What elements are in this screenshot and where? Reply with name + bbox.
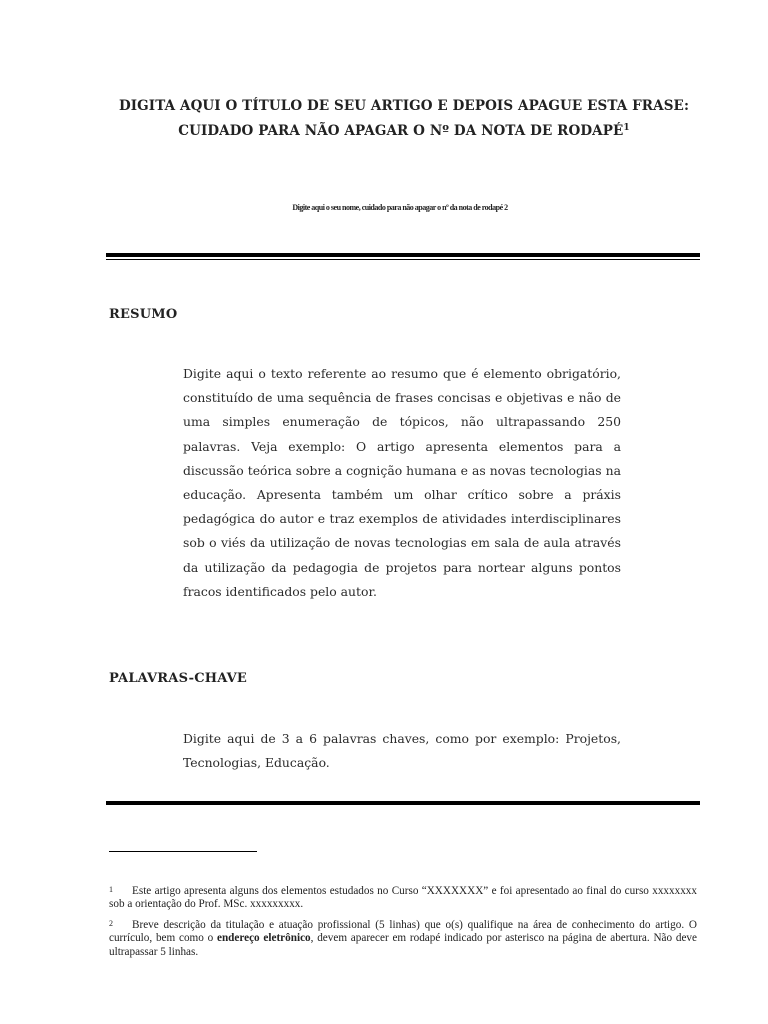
footnote-2-text-after: , devem aparecer em rodapé indicado por asterisco na página de abertura. Não deve ultrapassar 5 linhas. xyxy=(109,932,697,958)
title-footnote-ref: 1 xyxy=(623,123,630,133)
resumo-text: Digite aqui o texto referente ao resumo que é elemento obrigatório, constituído de uma sequência de frases concisas e objetivas e não de uma simples enumeração de tópicos, não ultrapassando 250 palavras. Veja exemplo: O artigo apresenta elementos para a discussão teórica sobre a cognição humana e as novas tecnologias na educação. Apresenta também um olhar crítico sobre a práxis pedagógica do autor e traz exemplos de atividades interdisciplinares sob o viés da utilização de novas tecnologias em sala de aula através da utilização da pedagogia de projetos para nortear alguns pontos fracos identificados pelo autor. xyxy=(183,366,621,599)
bottom-divider xyxy=(106,801,700,805)
footnote-2-text xyxy=(109,919,697,959)
title-line-2-text: CUIDADO PARA NÃO APAGAR O Nº DA NOTA DE RODAPÉ xyxy=(178,123,624,139)
title-line-1: DIGITA AQUI O TÍTULO DE SEU ARTIGO E DEPOIS APAGUE ESTA FRASE: xyxy=(118,98,690,114)
palavras-chave-heading: PALAVRAS-CHAVE xyxy=(109,671,247,686)
footnote-2-number: 2 xyxy=(109,919,113,928)
footnote-1-number: 1 xyxy=(109,885,113,894)
footnote-2-text-bold: endereço eletrônico xyxy=(216,932,311,945)
title-line-2 xyxy=(100,119,708,144)
footnote-1-text: Este artigo apresenta alguns dos elementos estudados no Curso “XXXXXXX” e foi apresentado ao final do curso xxxxxxxx sob a orientação do Prof. MSc. xxxxxxxxx. xyxy=(109,885,697,911)
author-name: Digite aqui o seu nome, cuidado para não apagar o nº da nota de rodapé 2 xyxy=(292,203,508,212)
footnote-2-text-before: Breve descrição da titulação e atuação profissional (5 linhas) que o(s) qualifique na área de conhecimento do artigo. O currículo, bem como o xyxy=(109,919,697,945)
palavras-chave-text: Digite aqui de 3 a 6 palavras chaves, como por exemplo: Projetos, Tecnologias, Educação. xyxy=(183,731,621,771)
top-divider xyxy=(106,253,700,257)
footnote-1 xyxy=(109,885,697,912)
footnote-separator xyxy=(109,851,257,852)
footnote-2 xyxy=(109,919,697,959)
article-title xyxy=(100,94,708,144)
resumo-heading: RESUMO xyxy=(109,307,178,322)
top-divider-thin xyxy=(106,259,700,260)
